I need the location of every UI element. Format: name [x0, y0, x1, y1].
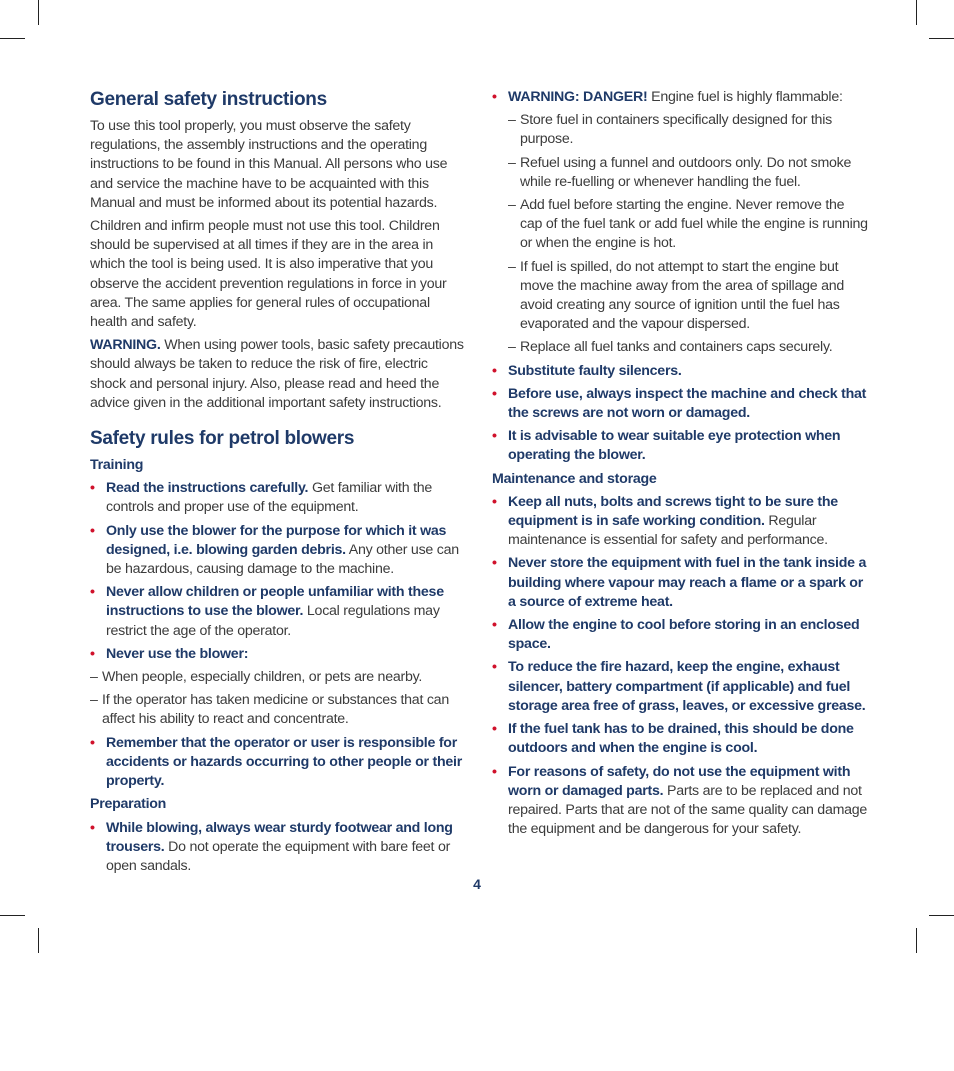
list-item [90, 479, 465, 517]
crop-mark [929, 38, 954, 39]
item-bold-text: Never store the equipment with fuel in the tank inside a building where vapour may reach a flame or a spark or a source of extreme heat. [508, 555, 867, 610]
bullet-mark: • [90, 819, 95, 836]
list-item [90, 583, 465, 641]
sub-list [508, 111, 868, 357]
page-number: 4 [473, 876, 481, 892]
sub-list [90, 668, 465, 730]
item-bold-text: Before use, always inspect the machine and check that the screws are not worn or damaged. [508, 385, 867, 422]
preparation-list [90, 819, 465, 877]
crop-mark [916, 928, 917, 953]
item-text: Parts are to be replaced and not repaired. Parts that are not of the same quality can damage the equipment and be dangerous for your safety. [508, 782, 868, 838]
warning-lead: WARNING. [90, 337, 161, 354]
dash-mark: – [508, 112, 516, 129]
sub-item-text: When people, especially children, or pets are nearby. [102, 669, 423, 686]
crop-mark [929, 915, 954, 916]
crop-mark [0, 38, 25, 39]
dash-mark: – [90, 692, 98, 709]
bullet-mark: • [492, 493, 497, 510]
item-bold-text: Allow the engine to cool before storing in an enclosed space. [508, 617, 860, 653]
item-bold-text: To reduce the fire hazard, keep the engine, exhaust silencer, battery compartment (if applicable) and fuel storage area free of grass, leaves, or excessive grease. [508, 659, 866, 714]
sub-list-item [508, 258, 868, 335]
dash-mark: – [508, 197, 516, 214]
bullet-mark: • [492, 428, 497, 445]
sub-item-text: Replace all fuel tanks and containers caps securely. [520, 339, 833, 356]
item-bold-text: Read the instructions carefully. [106, 480, 309, 497]
item-text: Local regulations may restrict the age of the operator. [106, 603, 440, 639]
item-bold-text: WARNING: DANGER! [508, 89, 648, 105]
left-column [90, 88, 465, 880]
sub-list-item [508, 154, 868, 192]
item-bold-text: Substitute faulty silencers. [508, 362, 682, 379]
bullet-mark: • [492, 659, 497, 676]
bullet-mark: • [90, 584, 95, 601]
maintenance-heading: Maintenance and storage [492, 470, 657, 487]
sub-list-item [508, 338, 868, 357]
general-safety-heading: General safety instructions [90, 89, 327, 110]
item-text: Any other use can be hazardous, causing damage to the machine. [106, 541, 459, 578]
bullet-mark: • [90, 645, 95, 662]
crop-mark [916, 0, 917, 25]
general-paragraph-1: To use this tool properly, you must observe the safety regulations, the assembly instructions and the operating instructions to be found in this Manual. All persons who use and service the machine have to be acquainted with this Manual and must be informed about its potential hazards. [90, 118, 448, 211]
list-item [492, 720, 868, 758]
list-item [90, 819, 465, 877]
list-item [492, 362, 868, 381]
item-text: Get familiar with the controls and proper use of the equipment. [106, 480, 433, 516]
list-item [492, 427, 868, 465]
item-bold-text: If the fuel tank has to be drained, this should be done outdoors and when the engine is cool. [508, 721, 854, 757]
sub-list-item [90, 668, 465, 687]
list-item [90, 522, 465, 580]
sub-item-text: If fuel is spilled, do not attempt to start the engine but move the machine away from the area of spillage and avoid creating any source of ignition until the fuel has evaporated and the vapour dispersed. [520, 258, 844, 333]
bullet-mark: • [492, 555, 497, 572]
bullet-mark: • [492, 617, 497, 634]
item-bold-text: Never use the blower: [106, 645, 249, 662]
bullet-mark: • [492, 89, 497, 105]
item-bold-text: It is advisable to wear suitable eye protection when operating the blower. [508, 428, 841, 464]
dash-mark: – [508, 258, 516, 275]
sub-item-text: Store fuel in containers specifically designed for this purpose. [520, 112, 832, 148]
safety-rules-heading: Safety rules for petrol blowers [90, 428, 355, 450]
item-bold-text: Keep all nuts, bolts and screws tight to be sure the equipment is in safe working condition. [508, 493, 838, 530]
item-bold-text: For reasons of safety, do not use the equipment with worn or damaged parts. [508, 763, 851, 799]
list-item [492, 616, 868, 654]
crop-mark [0, 915, 25, 916]
bullet-mark: • [492, 385, 497, 402]
dash-mark: – [90, 669, 98, 686]
bullet-mark: • [492, 763, 497, 780]
list-item [492, 763, 868, 840]
list-item [492, 385, 868, 423]
preparation-heading: Preparation [90, 796, 167, 813]
dash-mark: – [508, 154, 516, 171]
item-bold-text: Only use the blower for the purpose for which it was designed, i.e. blowing garden debris. [106, 522, 447, 558]
right-column [492, 88, 868, 843]
item-text: Do not operate the equipment with bare feet or open sandals. [106, 838, 451, 874]
bullet-mark: • [492, 362, 497, 379]
list-item [492, 554, 868, 612]
maintenance-list [492, 493, 868, 839]
bullet-mark: • [90, 734, 95, 751]
sub-list-item [508, 111, 868, 149]
list-item [492, 493, 868, 551]
list-item [492, 88, 868, 358]
warning-paragraph [90, 336, 465, 413]
training-list [90, 479, 465, 791]
warning-list [492, 88, 868, 466]
crop-mark [38, 928, 39, 953]
sub-list-item [90, 691, 465, 729]
list-item [90, 645, 465, 730]
training-heading: Training [90, 457, 144, 474]
bullet-mark: • [90, 522, 95, 539]
item-bold-text: Remember that the operator or user is responsible for accidents or hazards occurring to other people or their property. [106, 734, 462, 790]
bullet-mark: • [492, 721, 497, 738]
bullet-mark: • [90, 480, 95, 497]
item-text: Regular maintenance is essential for safety and performance. [508, 513, 828, 549]
item-bold-text: Never allow children or people unfamiliar with these instructions to use the blower. [106, 584, 444, 620]
warning-text: When using power tools, basic safety precautions should always be taken to reduce the risk of fire, electric shock and personal injury. Also, please read and heed the advice given in the additional important safety instructions. [90, 337, 464, 411]
item-text: Engine fuel is highly flammable: [647, 89, 843, 105]
sub-item-text: Add fuel before starting the engine. Never remove the cap of the fuel tank or add fuel while the engine is running or when the engine is hot. [520, 197, 868, 252]
item-bold-text: While blowing, always wear sturdy footwear and long trousers. [106, 819, 453, 855]
general-paragraph-2: Children and infirm people must not use this tool. Children should be supervised at all times if they are in the area in which the tool is being used. It is also imperative that you observe the accident prevention regulations in force in your area. The same applies for general rules of occupational health and safety. [90, 218, 447, 331]
sub-item-text: Refuel using a funnel and outdoors only. Do not smoke while re-fuelling or whenever handling the fuel. [520, 154, 852, 190]
list-item [90, 734, 465, 792]
dash-mark: – [508, 339, 516, 356]
list-item [492, 658, 868, 716]
sub-item-text: If the operator has taken medicine or substances that can affect his ability to react and concentrate. [102, 692, 449, 728]
crop-mark [38, 0, 39, 25]
sub-list-item [508, 196, 868, 254]
